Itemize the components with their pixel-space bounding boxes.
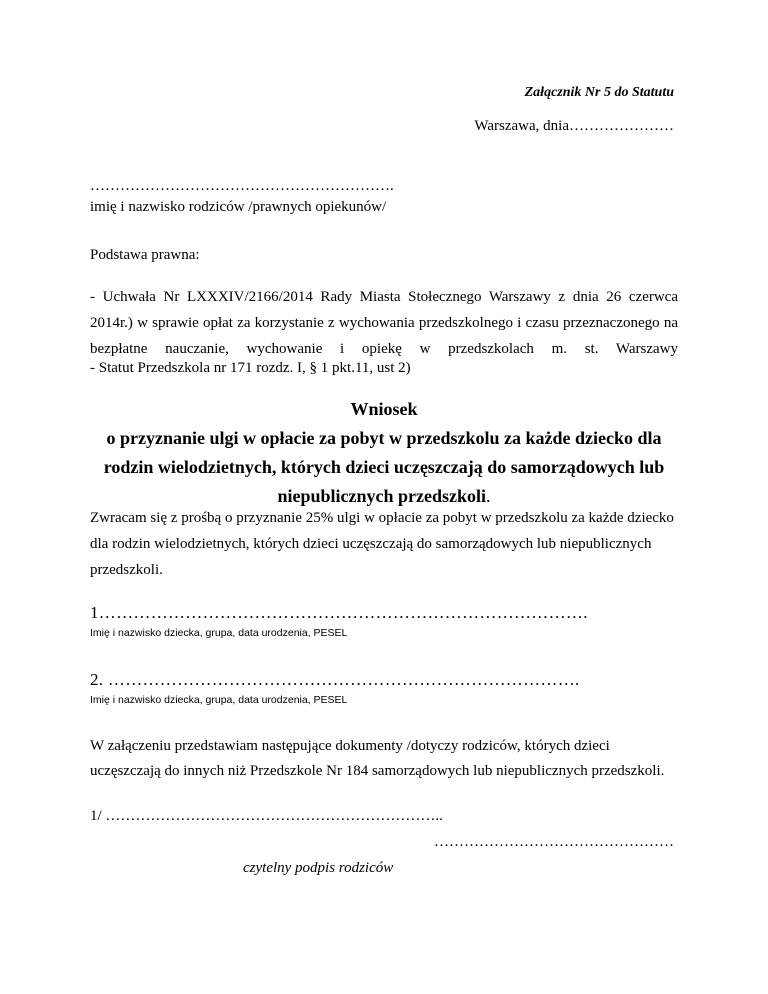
legal-basis-heading: Podstawa prawna:	[90, 247, 200, 263]
child-1-caption: Imię i nazwisko dziecka, grupa, data urodzenia, PESEL	[90, 627, 348, 639]
request-paragraph: Zwracam się z prośbą o przyznanie 25% ulgi w opłacie za pobyt w przedszkolu za każde dziecko dla rodzin wielodzietnych, których dzieci uczęszczają do samorządowych lub niepublicznych przedszkoli.	[90, 510, 674, 578]
child-2-field-line: 2. ……………………………………………………………………….	[90, 670, 580, 689]
attachment-item-1-line: 1/ …………………………………………………………..	[90, 808, 443, 824]
attachments-paragraph: W załączeniu przedstawiam następujące dokumenty /dotyczy rodziców, których dzieci uczęszczają do innych niż Przedszkole Nr 184 samorządowych lub niepublicznych przedszkoli.	[90, 738, 665, 779]
title-subject	[90, 424, 678, 511]
signature-caption: czytelny podpis rodziców	[243, 860, 394, 876]
parents-name-caption: imię i nazwisko rodziców /prawnych opiekunów/	[90, 199, 387, 215]
title-period: .	[486, 486, 491, 506]
title-heading: Wniosek	[350, 399, 418, 419]
title-subject-text: o przyznanie ulgi w opłacie za pobyt w przedszkolu za każde dziecko dla rodzin wielodzietnych, których dzieci uczęszczają do samorządowych lub niepublicznych przedszkoli	[103, 428, 665, 506]
child-1-field-line: 1………………………………………………………………………….	[90, 603, 588, 622]
signature-field-line: …………………………………………	[434, 834, 674, 850]
place-date-line: Warszawa, dnia…………………	[474, 118, 674, 134]
child-2-caption: Imię i nazwisko dziecka, grupa, data urodzenia, PESEL	[90, 694, 348, 706]
parents-name-field-line: …………………………………………………….	[90, 178, 394, 194]
legal-basis-resolution: - Uchwała Nr LXXXIV/2166/2014 Rady Miasta Stołecznego Warszawy z dnia 26 czerwca 2014r.) w sprawie opłat za korzystanie z wychowania przedszkolnego i czasu przeznaczonego na bezpłatne nauczanie, wychowanie i opiekę w przedszkolach m. st. Warszawy	[90, 289, 678, 357]
legal-basis-statute: - Statut Przedszkola nr 171 rozdz. I, § 1 pkt.11, ust 2)	[90, 360, 411, 376]
document-title	[90, 395, 678, 511]
annex-label: Załącznik Nr 5 do Statutu	[524, 85, 674, 100]
